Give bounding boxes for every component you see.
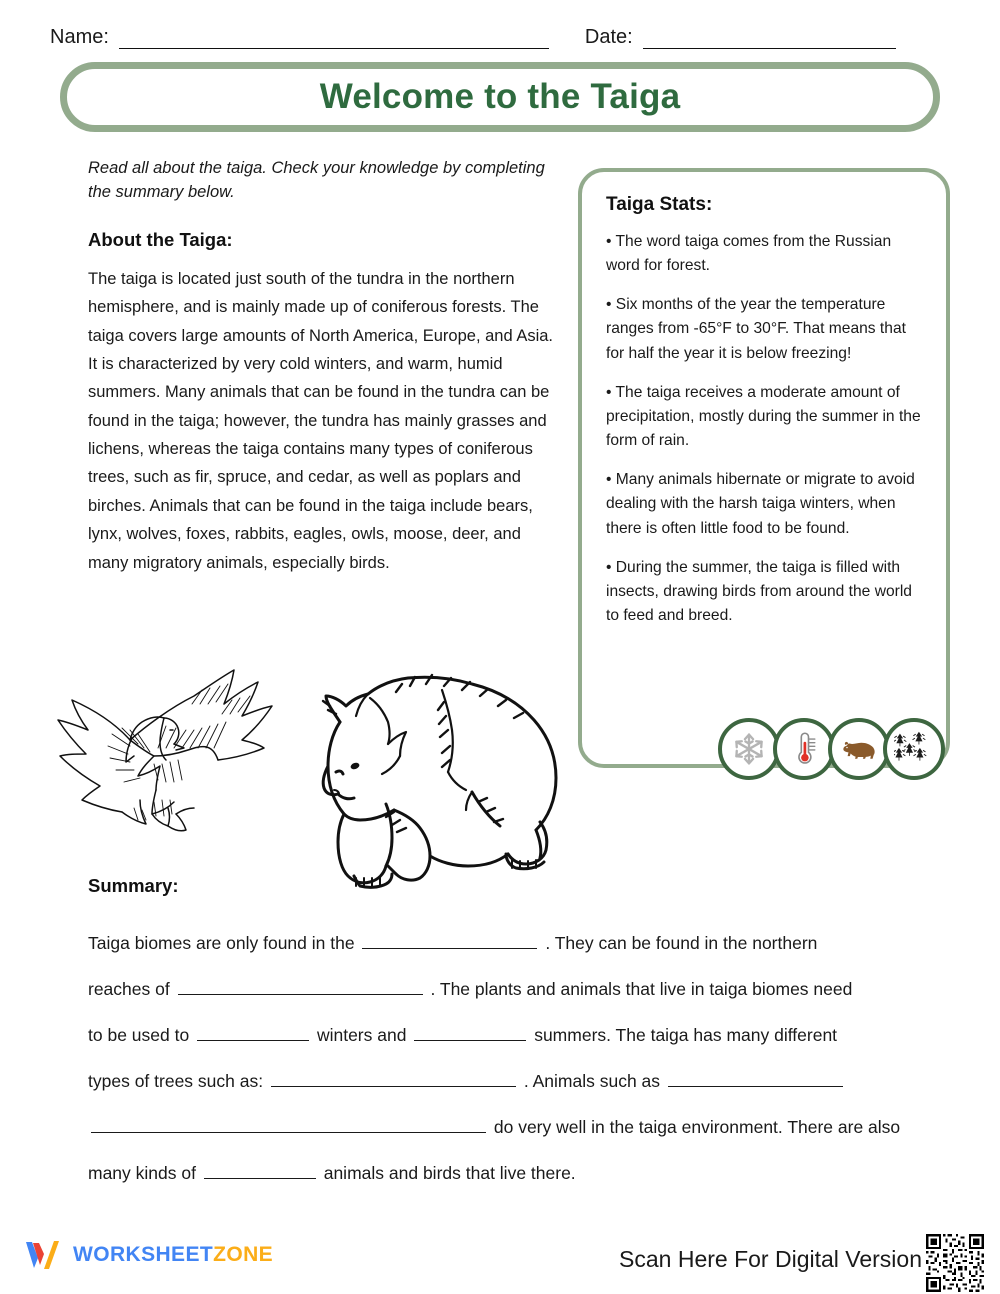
snowflake-badge xyxy=(718,718,780,780)
summary-text: types of trees such as: xyxy=(88,1071,264,1091)
qr-code[interactable] xyxy=(924,1232,986,1294)
summary-line xyxy=(88,966,968,1012)
summary-text: . They can be found in the northern xyxy=(545,933,818,953)
summary-text: . The plants and animals that live in taiga biomes need xyxy=(430,979,853,999)
left-column xyxy=(88,156,558,577)
stats-heading: Taiga Stats: xyxy=(606,194,713,215)
summary-text: reaches of xyxy=(88,979,170,999)
bear-icon xyxy=(839,734,879,764)
summary-line xyxy=(88,1058,968,1104)
logo-mark-icon xyxy=(22,1238,64,1272)
date-label: Date: xyxy=(584,26,633,48)
summary-text: to be used to xyxy=(88,1025,190,1045)
bear-badge xyxy=(828,718,890,780)
pine-trees-icon xyxy=(894,730,934,768)
logo-word-worksheet: WORKSHEET xyxy=(73,1243,214,1266)
summary-blank[interactable] xyxy=(362,931,537,949)
about-paragraph: The taiga is located just south of the tundra in the northern hemisphere, and is mainly made up of coniferous forests. The taiga covers large amounts of North America, Europe, and Asia. It is characterized by very cold winters, and warm, humid summers. Many animals that can be found in the tundra can be found in the taiga; however, the tundra has mainly grasses and lichens, whereas the taiga contains many types of coniferous trees, such as fir, spruce, and cedar, as well as poplars and birches. Animals that can be found in the taiga include bears, lynx, wolves, foxes, rabbits, eagles, owls, moose, deer, and many migratory animals, especially birds. xyxy=(88,269,553,572)
stat-bullet: • During the summer, the taiga is filled with insects, drawing birds from around the world to feed and breed. xyxy=(606,558,912,625)
summary-body xyxy=(88,920,968,1196)
pine-trees-badge xyxy=(883,718,945,780)
stats-content xyxy=(582,172,946,628)
title-banner xyxy=(60,62,940,132)
summary-line xyxy=(88,920,968,966)
date-input-line[interactable] xyxy=(643,26,896,49)
page-footer xyxy=(0,1232,1000,1294)
summary-heading: Summary: xyxy=(88,875,179,896)
summary-text: summers. The taiga has many different xyxy=(534,1025,838,1045)
summary-blank[interactable] xyxy=(197,1023,309,1041)
stats-badge-row xyxy=(718,718,945,780)
summary-line xyxy=(88,1012,968,1058)
summary-text: animals and birds that live there. xyxy=(323,1163,576,1183)
summary-line xyxy=(88,1150,968,1196)
bear-illustration xyxy=(300,662,580,900)
stat-bullet: • Six months of the year the temperature ranges from -65°F to 30°F. That means that for half the year it is below freezing! xyxy=(606,296,906,362)
summary-blank[interactable] xyxy=(271,1069,516,1087)
stat-bullet: • Many animals hibernate or migrate to avoid dealing with the harsh taiga winters, when there is often little food to be found. xyxy=(606,471,915,537)
logo-word-zone: ZONE xyxy=(213,1243,274,1266)
snowflake-icon xyxy=(731,731,767,767)
name-label: Name: xyxy=(50,26,109,48)
thermometer-icon xyxy=(787,731,821,767)
scan-text: Scan Here For Digital Version xyxy=(619,1246,922,1272)
name-date-row xyxy=(50,17,960,49)
name-input-line[interactable] xyxy=(119,26,549,49)
summary-text: Taiga biomes are only found in the xyxy=(88,933,355,953)
taiga-stats-box xyxy=(578,168,950,768)
worksheet-zone-logo[interactable] xyxy=(22,1238,273,1272)
stat-bullet: • The word taiga comes from the Russian word for forest. xyxy=(606,233,892,275)
summary-line xyxy=(88,1104,968,1150)
thermometer-badge xyxy=(773,718,835,780)
page-title: Welcome to the Taiga xyxy=(319,77,681,116)
instructions-text: Read all about the taiga. Check your knowledge by completing the summary below. xyxy=(88,159,545,202)
eagle-illustration xyxy=(42,660,292,850)
summary-text: winters and xyxy=(316,1025,407,1045)
summary-text: many kinds of xyxy=(88,1163,196,1183)
about-heading: About the Taiga: xyxy=(88,228,233,250)
logo-text xyxy=(73,1243,273,1267)
summary-blank[interactable] xyxy=(414,1023,526,1041)
stat-bullet: • The taiga receives a moderate amount of precipitation, mostly during the summer in the form of rain. xyxy=(606,383,921,450)
summary-blank[interactable] xyxy=(91,1115,486,1133)
summary-blank[interactable] xyxy=(178,977,423,995)
summary-blank[interactable] xyxy=(204,1161,316,1179)
summary-text: . Animals such as xyxy=(523,1071,661,1091)
summary-text: do very well in the taiga environment. There are also xyxy=(493,1117,901,1137)
summary-blank[interactable] xyxy=(668,1069,843,1087)
